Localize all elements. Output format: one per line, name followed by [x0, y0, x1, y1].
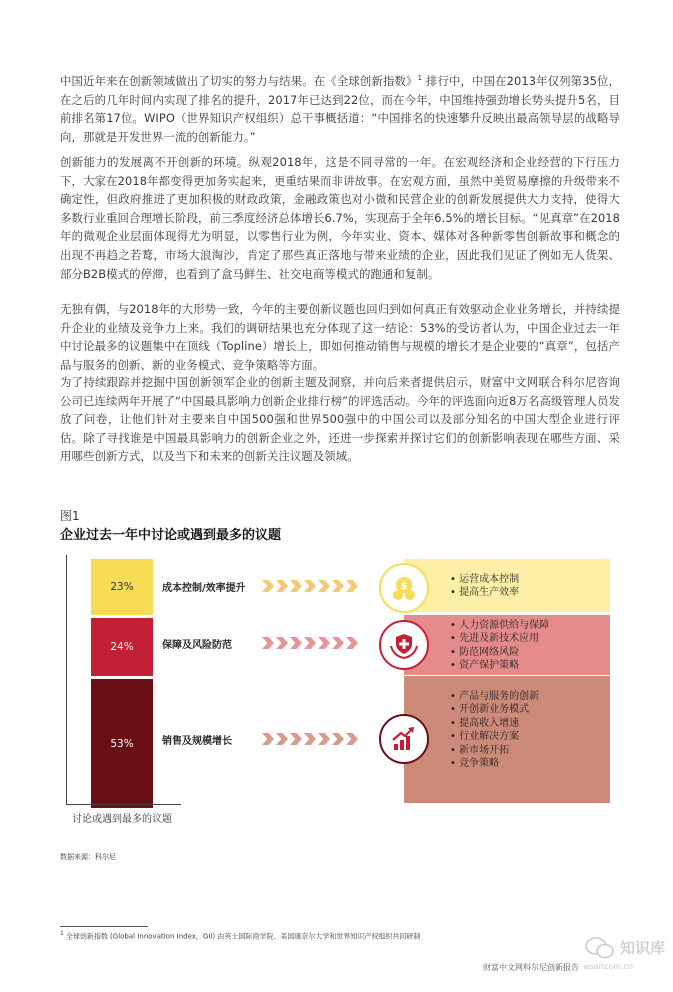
bar-value-label: 53%: [110, 737, 134, 750]
growth-chart-icon: [379, 714, 429, 764]
category-label: 销售及规模增长: [162, 736, 232, 747]
list-item: • 产品与服务的创新: [450, 690, 539, 703]
paragraph-2: 创新能力的发展离不开创新的环境。纵观2018年，这是不同寻常的一年。在宏观经济和企业经营的下行压力下，大家在2018年都变得更加务实起来，更重结果而非讲故事。在宏观方面，虽然中美贸易摩擦的升级带来不确定性，但政府推进了更加积极的财政政策，金融政策也对小微和民营企业的创新发展提供大力支持，使得大多数行业重回合理增长阶段，前三季度经济总体增长6.7%，实现高于全年6.5%的增长目标。“见真章”在2018年的微观企业层面体现得尤为明显，以零售行业为例，今年实业、资本、媒体对各种新零售创新故事和概念的出现不再趋之若鹜，市场大浪淘沙，肯定了那些真正落地与带来业绩的企业，因此我们见证了例如无人货架、部分B2B模式的停滞，也看到了盒马鲜生、社交电商等模式的跑通和复制。: [60, 155, 620, 281]
paragraph-3: 无独有偶，与2018年的大形势一致，今年的主要创新议题也回归到如何真正有效驱动企业业务增长，并持续提升企业的业绩及竞争力上来。我们的调研结果也充分体现了这一结论：53%的受访者认为，中国企业过去一年中讨论最多的议题集中在顶线（Topline）增长上，即如何推动销售与规模的增长才是企业要的“真章”，包括产品与服务的创新、新的业务模式、竞争策略等方面。: [60, 302, 620, 372]
category-label: 保障及风险防范: [162, 640, 232, 651]
list-item: • 人力资源供给与保障: [450, 619, 549, 632]
list-item: • 运营成本控制: [450, 573, 519, 586]
bar-cost-control: [91, 559, 153, 615]
bar-value-label: 24%: [110, 641, 134, 653]
list-item: • 先进及新技术应用: [450, 632, 549, 645]
bar-sales-growth: [91, 679, 153, 808]
list-item: • 竞争策略: [450, 757, 539, 770]
detail-box-risk-protection: [404, 615, 610, 675]
paragraph-4: 为了持续跟踪并挖掘中国创新领军企业的创新主题及洞察，并向后来者提供启示，财富中文网联合科尔尼咨询公司已连续两年开展了“中国最具影响力创新企业排行榜”的评选活动。今年的评选面向近8万名高级管理人员发放了问卷，让他们针对主要来自中国500强和世界500强中的中国公司以及部分知名的中国大型企业进行评估。除了寻找谁是中国最具影响力的创新企业之外，还进一步探索并探讨它们的创新影响表现在哪些方面、采用哪些创新方式，以及当下和未来的创新关注议题及领域。: [60, 375, 620, 464]
bar-value-label: 23%: [110, 581, 134, 593]
footnote-divider: [60, 926, 148, 927]
axis-line: [66, 555, 67, 805]
paragraph-1-text-b: 排行中，中国在2013年仅列第35位，在之后的几年时间内实现了排名的提升，2017年已达到22位，而在今年，中国维持强劲增长势头提升5名，目前排名第17位。WIPO（世界知识产权组织）总干事概括道：“中国排名的快速攀升反映出最高领导层的战略导向，那就是开发世界一流的创新能力。”: [60, 74, 620, 144]
figure-title: 企业过去一年中讨论或遇到最多的议题: [60, 528, 282, 543]
list-item: • 防范网络风险: [450, 646, 549, 659]
source-note: 数据来源：科尔尼: [60, 853, 116, 861]
category-label: 成本控制/效率提升: [162, 583, 246, 594]
coins-icon: [379, 563, 429, 613]
footnote-number: 1: [60, 930, 64, 937]
footnote-ref[interactable]: 1: [417, 74, 423, 83]
footer-url[interactable]: wsaitcom.cn: [583, 962, 634, 971]
list-item: • 提高收入增速: [450, 717, 539, 730]
axis-label: 讨论或遇到最多的议题: [72, 814, 172, 825]
list-item: • 行业解决方案: [450, 730, 539, 743]
bar-risk-protection: [91, 618, 153, 676]
shield-hands-icon: [379, 620, 429, 670]
watermark-brand: 知识库: [620, 939, 666, 957]
footnote-text: 全球创新指数 (Global Innovation Index，GII) 由英士国际商学院、美国康奈尔大学和世界知识产权组织共同研制: [65, 932, 421, 941]
footer-text: 财富中文网科尔尼创新报告: [483, 963, 579, 972]
figure-label: 图1: [60, 509, 80, 523]
footnote: [60, 930, 420, 941]
paragraph-1: [60, 72, 620, 146]
svg-text:$: $: [400, 581, 408, 592]
detail-box-cost-control: [404, 559, 610, 612]
wechat-icon: [585, 936, 615, 964]
list-item: • 提高生产效率: [450, 586, 519, 599]
axis-baseline: [66, 804, 181, 805]
detail-box-sales-growth: [404, 676, 610, 803]
list-item: • 资产保护策略: [450, 659, 549, 672]
list-item: • 开创新业务模式: [450, 703, 539, 716]
list-item: • 新市场开拓: [450, 744, 539, 757]
paragraph-1-text-a: 中国近年来在创新领域做出了切实的努力与结果。在《全球创新指数》: [60, 74, 418, 88]
